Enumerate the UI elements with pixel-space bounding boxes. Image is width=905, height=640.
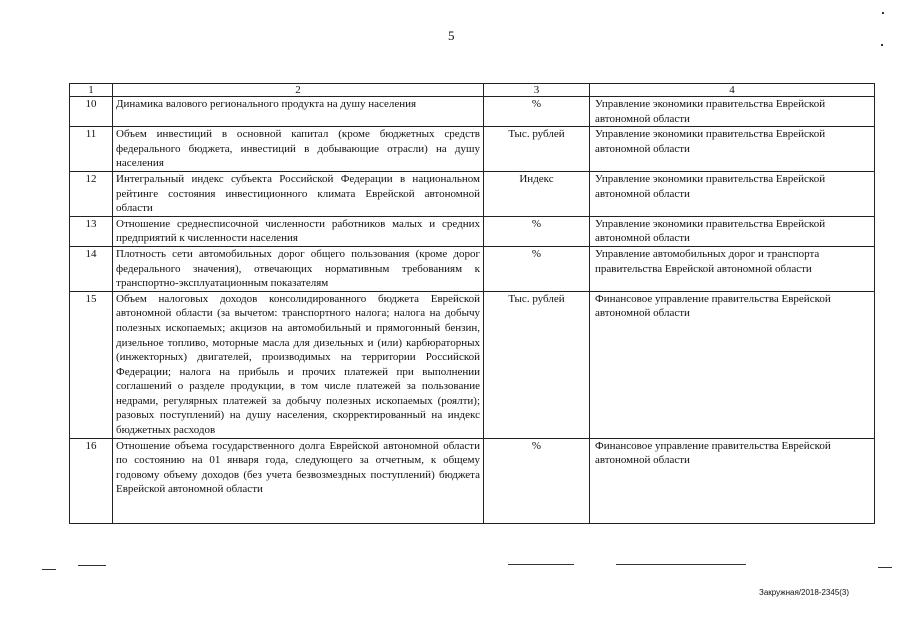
row-number: 16 bbox=[70, 438, 113, 523]
unit-of-measure: % bbox=[484, 216, 590, 246]
table-row bbox=[70, 97, 875, 127]
table-row bbox=[70, 438, 875, 523]
row-number: 10 bbox=[70, 97, 113, 127]
underline-mark bbox=[508, 564, 574, 565]
indicator-name: Интегральный индекс субъекта Российской Федерации в национальном рейтинге состояния инвестиционного климата Еврейской автономной области bbox=[113, 171, 484, 216]
row-number: 11 bbox=[70, 127, 113, 172]
page-number: 5 bbox=[448, 28, 455, 43]
scan-mark bbox=[881, 44, 883, 46]
responsible-body: Финансовое управление правительства Еврейской автономной области bbox=[590, 438, 875, 523]
responsible-body: Управление экономики правительства Еврейской автономной области bbox=[590, 97, 875, 127]
indicator-name: Отношение объема государственного долга Еврейской автономной области по состоянию на 01 января года, следующего за отчетным, к общему годовому объему доходов (без учета безвозмездных поступлений) бюджета Еврейской автономной области bbox=[113, 438, 484, 523]
table-row bbox=[70, 171, 875, 216]
header-row bbox=[70, 84, 875, 97]
underline-mark bbox=[78, 565, 106, 566]
indicator-name: Объем налоговых доходов консолидированного бюджета Еврейской автономной области (за вычетом: транспортного налога; налога на добычу полезных ископаемых; акцизов на автомобильный и прямогонный бензин, дизельное топливо, моторные масла для дизельных и (или) карбюраторных (инжекторных) двигателей, производимых на территории Российской Федерации; налога на прибыль и прочих платежей при выполнении соглашений о разделе продукции, в том числе платежей за пользование недрами, регулярных платежей за добычу полезных ископаемых (роялти); разовых поступлений) на душу населения, скорректированный на индекс бюджетных расходов bbox=[113, 291, 484, 438]
responsible-body: Управление экономики правительства Еврейской автономной области bbox=[590, 216, 875, 246]
responsible-body: Финансовое управление правительства Еврейской автономной области bbox=[590, 291, 875, 438]
responsible-body: Управление автомобильных дорог и транспорта правительства Еврейской автономной области bbox=[590, 246, 875, 291]
indicator-name: Плотность сети автомобильных дорог общего пользования (кроме дорог федерального значения), отвечающих нормативным требованиям к транспортно-эксплуатационным показателям bbox=[113, 246, 484, 291]
scan-mark bbox=[878, 567, 892, 568]
unit-of-measure: Тыс. рублей bbox=[484, 291, 590, 438]
underline-mark bbox=[616, 564, 746, 565]
unit-of-measure: Тыс. рублей bbox=[484, 127, 590, 172]
row-number: 12 bbox=[70, 171, 113, 216]
indicator-name: Динамика валового регионального продукта на душу населения bbox=[113, 97, 484, 127]
header-col-4: 4 bbox=[590, 84, 875, 97]
header-col-3: 3 bbox=[484, 84, 590, 97]
document-code: Закружная/2018-2345(3) bbox=[759, 588, 850, 597]
indicator-name: Объем инвестиций в основной капитал (кроме бюджетных средств федерального бюджета, инвестиций в добывающие отрасли) на душу населения bbox=[113, 127, 484, 172]
unit-of-measure: % bbox=[484, 246, 590, 291]
table-row bbox=[70, 291, 875, 438]
unit-of-measure: % bbox=[484, 97, 590, 127]
table-row bbox=[70, 127, 875, 172]
table-row bbox=[70, 246, 875, 291]
header-col-2: 2 bbox=[113, 84, 484, 97]
unit-of-measure: % bbox=[484, 438, 590, 523]
scan-mark bbox=[42, 569, 56, 570]
unit-of-measure: Индекс bbox=[484, 171, 590, 216]
indicators-table bbox=[69, 83, 875, 524]
row-number: 13 bbox=[70, 216, 113, 246]
indicator-name: Отношение среднесписочной численности работников малых и средних предприятий к численности населения bbox=[113, 216, 484, 246]
table-row bbox=[70, 216, 875, 246]
header-col-1: 1 bbox=[70, 84, 113, 97]
scan-mark bbox=[882, 12, 884, 14]
row-number: 15 bbox=[70, 291, 113, 438]
responsible-body: Управление экономики правительства Еврейской автономной области bbox=[590, 171, 875, 216]
responsible-body: Управление экономики правительства Еврейской автономной области bbox=[590, 127, 875, 172]
row-number: 14 bbox=[70, 246, 113, 291]
